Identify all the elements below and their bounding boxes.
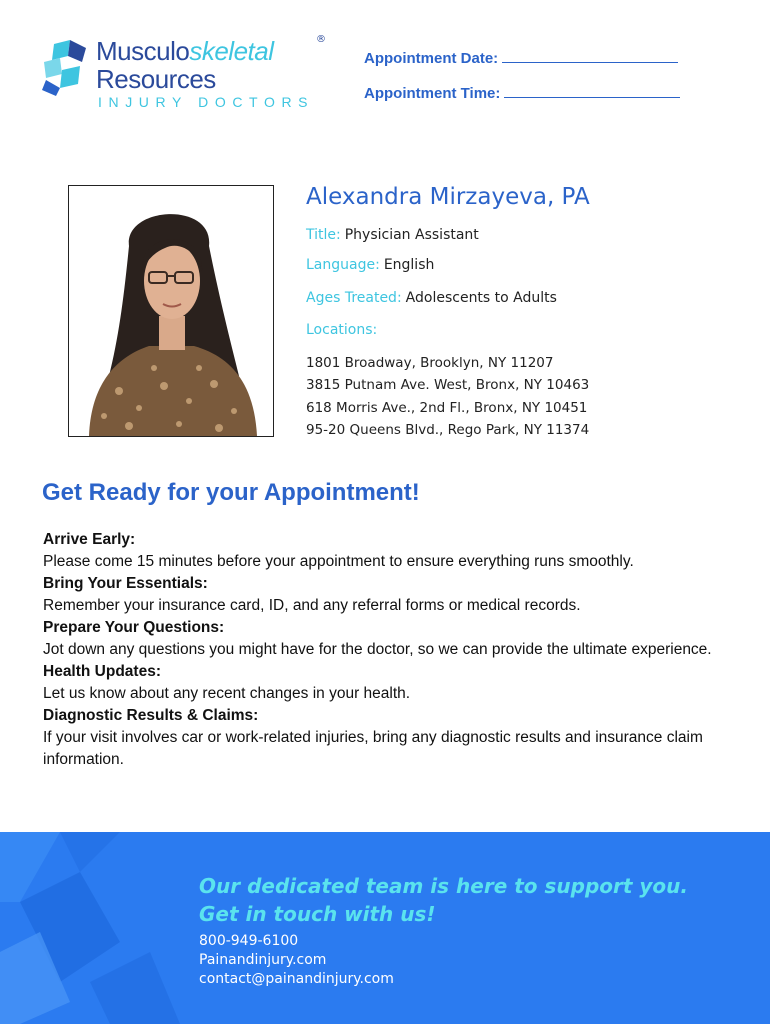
- locations-list: [306, 352, 589, 441]
- prep-list: [43, 529, 723, 771]
- location-item: 1801 Broadway, Brooklyn, NY 11207: [306, 355, 554, 371]
- prep-item-text: If your visit involves car or work-related injuries, bring any diagnostic results and insurance claim information.: [43, 729, 703, 768]
- location-item: 95-20 Queens Blvd., Rego Park, NY 11374: [306, 421, 590, 438]
- footer-banner: [0, 832, 770, 1024]
- footer-tagline-line1: Our dedicated team is here to support you.: [199, 874, 688, 898]
- language-value: English: [383, 257, 435, 273]
- prep-item-heading: Prepare Your Questions:: [43, 619, 225, 636]
- prep-item-text: Please come 15 minutes before your appointment to ensure everything runs smoothly.: [43, 553, 634, 570]
- brand-name-line2: Resources: [96, 64, 216, 94]
- footer-tagline: [199, 872, 688, 928]
- registered-mark: ®: [316, 34, 326, 45]
- provider-language-row: [306, 257, 434, 273]
- cube-logo-icon: [40, 40, 92, 96]
- footer-email-link[interactable]: contact@painandinjury.com: [199, 971, 394, 987]
- brand-name-part2: skeletal: [189, 36, 274, 66]
- locations-label: Locations:: [306, 322, 378, 338]
- provider-name: Alexandra Mirzayeva, PA: [306, 184, 590, 210]
- appointment-date-field[interactable]: [364, 50, 678, 67]
- title-value: Physician Assistant: [344, 227, 479, 243]
- appointment-date-blank[interactable]: [502, 50, 678, 63]
- footer-phone-link[interactable]: 800-949-6100: [199, 933, 299, 949]
- prep-item-heading: Diagnostic Results & Claims:: [43, 707, 259, 724]
- appointment-time-label: Appointment Time:: [364, 85, 501, 102]
- prep-item-text: Remember your insurance card, ID, and any referral forms or medical records.: [43, 597, 581, 614]
- brand-name-part1: Musculo: [96, 36, 190, 66]
- provider-portrait-illustration: [69, 186, 273, 436]
- ages-label: Ages Treated:: [306, 290, 402, 306]
- brand-logo: [40, 36, 340, 116]
- footer-cube-decoration: [0, 832, 200, 1024]
- ages-value: Adolescents to Adults: [405, 290, 557, 306]
- brand-name: [96, 36, 273, 67]
- provider-ages-row: [306, 290, 557, 306]
- appointment-date-label: Appointment Date:: [364, 50, 499, 67]
- footer-website-link[interactable]: Painandinjury.com: [199, 952, 327, 968]
- location-item: 618 Morris Ave., 2nd Fl., Bronx, NY 10451: [306, 399, 588, 416]
- prep-item-heading: Arrive Early:: [43, 531, 136, 548]
- provider-photo: [68, 185, 274, 437]
- footer-contact: [199, 932, 394, 989]
- appointment-time-blank[interactable]: [504, 85, 680, 98]
- brand-tagline: INJURY DOCTORS: [98, 94, 315, 110]
- provider-title-row: [306, 227, 479, 243]
- prep-item-text: Jot down any questions you might have for the doctor, so we can provide the ultimate experience.: [43, 641, 712, 658]
- title-label: Title:: [306, 227, 341, 243]
- location-item: 3815 Putnam Ave. West, Bronx, NY 10463: [306, 377, 590, 394]
- prep-item-heading: Bring Your Essentials:: [43, 575, 208, 592]
- language-label: Language:: [306, 257, 380, 273]
- prep-item-text: Let us know about any recent changes in your health.: [43, 685, 411, 702]
- appointment-time-field[interactable]: [364, 85, 680, 102]
- prep-item-heading: Health Updates:: [43, 663, 161, 680]
- footer-tagline-line2: Get in touch with us!: [199, 902, 436, 926]
- prep-section-title: Get Ready for your Appointment!: [42, 479, 420, 506]
